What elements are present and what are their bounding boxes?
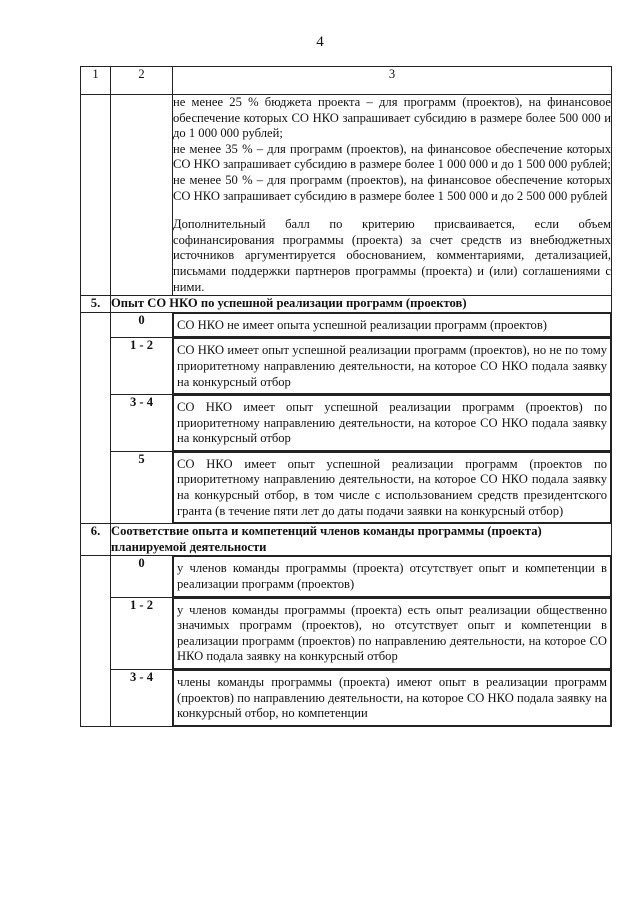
score-description bbox=[173, 556, 612, 597]
score-row bbox=[81, 451, 612, 523]
score-row bbox=[81, 556, 612, 597]
score-value: 0 bbox=[111, 312, 173, 338]
continuation-empty-1 bbox=[81, 95, 111, 296]
score-description bbox=[173, 597, 612, 669]
section-title: Опыт СО НКО по успешной реализации программ (проектов) bbox=[111, 296, 612, 313]
header-col-3: 3 bbox=[173, 67, 612, 95]
score-description bbox=[173, 670, 612, 727]
score-row bbox=[81, 395, 612, 452]
score-text: СО НКО не имеет опыта успешной реализации программ (проектов) bbox=[173, 313, 611, 338]
score-text: у членов команды программы (проекта) есть опыт реализации общественно значимых программ (проектов), но отсутствует опыт и компетенции в реализации программ (проектов) по направлению деятельности, на которое СО НКО подала заявку на конкурсный отбор bbox=[173, 598, 611, 669]
table-header-row bbox=[81, 67, 612, 95]
score-value: 1 - 2 bbox=[111, 338, 173, 395]
score-description bbox=[173, 395, 612, 452]
score-value: 1 - 2 bbox=[111, 597, 173, 669]
score-text: члены команды программы (проекта) имеют опыт в реализации программ (проектов) по направлению деятельности, на которое СО НКО подала заявку на конкурсный отбор, но компетенции bbox=[173, 670, 611, 726]
score-row bbox=[81, 338, 612, 395]
section-side-cell bbox=[81, 312, 111, 524]
cofinancing-paragraph-1: не менее 25 % бюджета проекта – для программ (проектов), на финансовое обеспечение которых СО НКО запрашивает субсидию в размере более 500 000 и до 1 000 000 рублей; bbox=[173, 95, 611, 141]
section-number: 6. bbox=[81, 524, 111, 556]
section-side-cell bbox=[81, 556, 111, 726]
score-description bbox=[173, 312, 612, 338]
score-row bbox=[81, 670, 612, 727]
score-text: у членов команды программы (проекта) отсутствует опыт и компетенции в реализации программ (проектов) bbox=[173, 556, 611, 596]
header-col-2: 2 bbox=[111, 67, 173, 95]
score-row bbox=[81, 312, 612, 338]
section-row bbox=[81, 524, 612, 556]
score-text: СО НКО имеет опыт успешной реализации программ (проектов по приоритетному направлению деятельности, на которое СО НКО подала заявку на конкурсный отбор, в том числе с использованием средств президентского гранта (в течение пяти лет до даты подачи заявки на конкурсный отбор) bbox=[173, 452, 611, 523]
score-text: СО НКО имеет опыт успешной реализации программ (проектов) по приоритетному направлению деятельности, на которое СО НКО подала заявку на конкурсный отбор bbox=[173, 395, 611, 451]
continuation-text bbox=[173, 95, 612, 296]
header-col-1: 1 bbox=[81, 67, 111, 95]
cofinancing-paragraph-2: не менее 35 % – для программ (проектов), на финансовое обеспечение которых СО НКО запрашивает субсидию в размере более 1 000 000 и до 1 500 000 рублей; bbox=[173, 141, 611, 172]
score-value: 0 bbox=[111, 556, 173, 597]
section-number: 5. bbox=[81, 296, 111, 313]
section-title: Соответствие опыта и компетенций членов команды программы (проекта) планируемой деятельности bbox=[111, 524, 612, 556]
score-row bbox=[81, 597, 612, 669]
score-value: 3 - 4 bbox=[111, 670, 173, 727]
score-value: 3 - 4 bbox=[111, 395, 173, 452]
additional-score-note: Дополнительный балл по критерию присваивается, если объем софинансирования программы (проекта) за счет средств из внебюджетных источников аргументируется обоснованием, комментариями, детализацией, письмами поддержки партнеров программы (проекта) и (или) соглашениями с ними. bbox=[173, 217, 611, 294]
section-row bbox=[81, 296, 612, 313]
criteria-table bbox=[80, 66, 612, 727]
score-description bbox=[173, 451, 612, 523]
page-number: 4 bbox=[316, 34, 324, 50]
score-text: СО НКО имеет опыт успешной реализации программ (проектов), но не по тому приоритетному направлению деятельности, на которое СО НКО подала заявку на конкурсный отбор bbox=[173, 338, 611, 394]
score-description bbox=[173, 338, 612, 395]
cofinancing-paragraph-3: не менее 50 % – для программ (проектов), на финансовое обеспечение которых СО НКО запрашивает субсидию в размере более 1 500 000 и до 2 500 000 рублей bbox=[173, 172, 611, 203]
continuation-row bbox=[81, 95, 612, 296]
score-value: 5 bbox=[111, 451, 173, 523]
continuation-empty-2 bbox=[111, 95, 173, 296]
